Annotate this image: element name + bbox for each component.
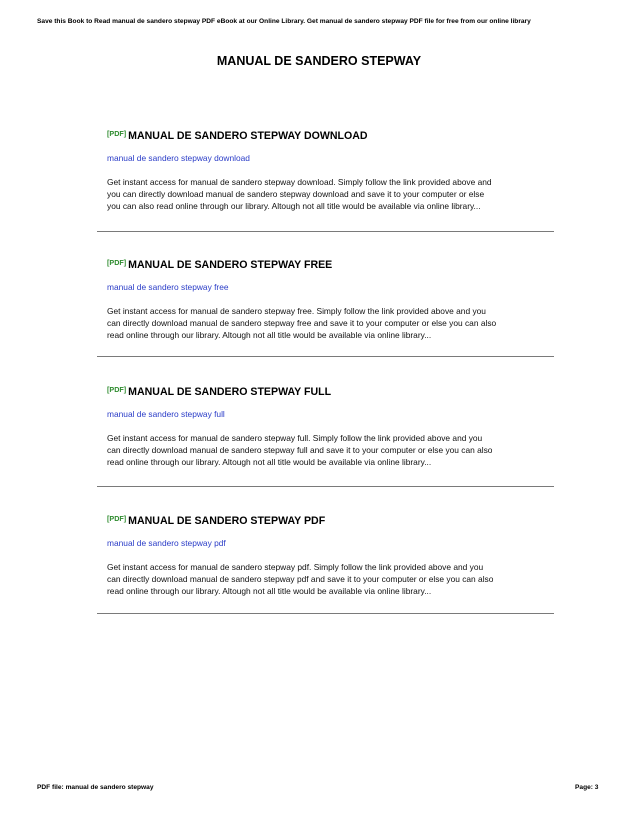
entry-line: Get instant access for manual de sandero stepway download. Simply follow the link provided above and [107, 177, 492, 187]
entry-heading [107, 386, 331, 398]
entry-divider [97, 231, 554, 232]
entry-line: you can also read online through our library. Altough not all title would be available via online library... [107, 201, 481, 211]
entry-description [107, 561, 553, 597]
pdf-tag: [PDF] [107, 514, 127, 523]
entry-divider [97, 613, 554, 614]
entry-heading-text: MANUAL DE SANDERO STEPWAY FULL [128, 386, 332, 398]
entry-heading [107, 515, 325, 527]
entry-description [107, 432, 553, 468]
entry-link[interactable]: manual de sandero stepway download [107, 153, 250, 163]
entry-divider [97, 356, 554, 357]
footer-page-number: Page: 3 [575, 784, 599, 791]
footer-file-label: PDF file: manual de sandero stepway [37, 784, 154, 791]
entry-divider [97, 486, 554, 487]
entry-link[interactable]: manual de sandero stepway pdf [107, 538, 226, 548]
entry-line: read online through our library. Altough not all title would be available via online library... [107, 586, 432, 596]
pdf-tag: [PDF] [107, 385, 127, 394]
entry-heading-text: MANUAL DE SANDERO STEPWAY PDF [128, 515, 326, 527]
entry-line: read online through our library. Altough not all title would be available via online library... [107, 330, 432, 340]
entry-line: Get instant access for manual de sandero stepway free. Simply follow the link provided above and you [107, 306, 486, 316]
top-banner: Save this Book to Read manual de sandero stepway PDF eBook at our Online Library. Get manual de sandero stepway PDF file for free from our online library [37, 18, 531, 25]
entry-line: read online through our library. Altough not all title would be available via online library... [107, 457, 432, 467]
entry-heading-text: MANUAL DE SANDERO STEPWAY FREE [128, 259, 333, 271]
entry-line: can directly download manual de sandero stepway free and save it to your computer or else you can also [107, 318, 497, 328]
entry-link[interactable]: manual de sandero stepway free [107, 282, 229, 292]
entry-line: Get instant access for manual de sandero stepway pdf. Simply follow the link provided above and you [107, 562, 484, 572]
entry-link[interactable]: manual de sandero stepway full [107, 409, 225, 419]
entry-heading [107, 130, 368, 142]
pdf-tag: [PDF] [107, 129, 127, 138]
pdf-tag: [PDF] [107, 258, 127, 267]
entry-description [107, 176, 553, 212]
document-title: MANUAL DE SANDERO STEPWAY [216, 54, 422, 68]
entry-line: Get instant access for manual de sandero stepway full. Simply follow the link provided above and you [107, 433, 483, 443]
entry-line: you can directly download manual de sandero stepway download and save it to your computer or else [107, 189, 485, 199]
entry-heading [107, 259, 332, 271]
entry-line: can directly download manual de sandero stepway pdf and save it to your computer or else you can also [107, 574, 494, 584]
entry-heading-text: MANUAL DE SANDERO STEPWAY DOWNLOAD [128, 130, 368, 142]
entry-line: can directly download manual de sandero stepway full and save it to your computer or else you can also [107, 445, 493, 455]
entry-description [107, 305, 553, 341]
